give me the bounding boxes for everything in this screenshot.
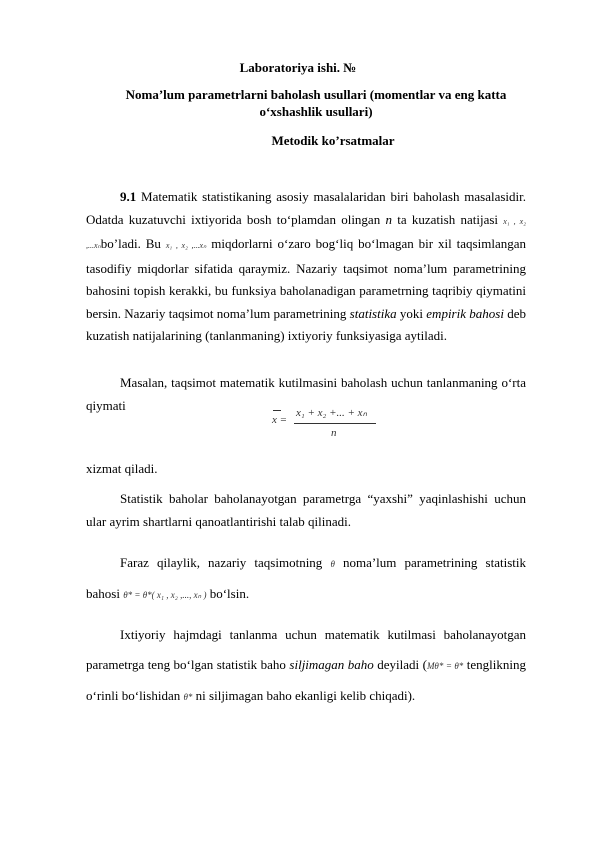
paragraph-example: Masalan, taqsimot matematik kutilmasini baholash uchun tanlanmaning o‘rta qiymati [86,375,526,413]
formula-sample-mean [272,404,392,444]
math-estimator: θ* = θ*( x₁ , x₂ ,..., xₙ ) [123,590,207,600]
paragraph-unbiased: Ixtiyoriy hajmdagi tanlanma uchun matematik kutilmasi baholanayotgan parametrga teng bo‘lgan statistik baho siljimagan baho deyiladi (Mθ* = θ* tenglikning o‘rinli bo‘lishidan θ* ni siljimagan baho ekanligi kelib chiqadi). [86,627,526,703]
section-number: 9.1 [120,189,137,204]
paragraph-requirements: Statistik baholar baholanayotgan parametrga “yaxshi” yaqinlashishi uchun ular ayrim shartlarni qanoatlantirishi talab qilinadi. [86,491,526,529]
lab-title: Laboratoriya ishi. № [239,60,357,75]
math-sample-values: x₁ , x₂ ,...xₙ [86,216,526,250]
math-theta: θ [330,559,335,569]
math-expectation: Mθ* = θ* [426,661,464,671]
paragraph-assume: Faraz qilaylik, nazariy taqsimotning θ noma’lum parametrining statistik bahosi θ* = θ*( x₁ , x₂ ,..., xₙ ) bo‘lsin. [86,555,526,601]
math-sample-values-2: x₁ , x₂ ,...xₙ [165,241,207,250]
paragraph-serves: xizmat qiladi. [86,461,158,476]
math-theta-star: θ* [183,692,193,702]
methodic-heading: Metodik ko’rsatmalar [271,133,395,148]
paragraph-9-1: 9.1 Matematik statistikaning asosiy masalalaridan biri baholash masalasidir. Odatda kuzatuvchi ixtiyorida bosh to‘plamdan olingan n ta kuzatish natijasi x₁ , x₂ ,...xₙbo’ladi. Bu x₁ , x₂ ,...xₙ miqdorlarni o‘zaro bog‘liq bo‘lmagan bir xil taqsimlangan tasodifiy miqdorlar sifatida qaraymiz. Nazariy taqsimot noma’lum parametrining bahosini topish kerakki, bu funksiya baholanadigan parametrning taqribiy qiymatini bersin. Nazariy taqsimot noma’lum parametrining statistika yoki empirik bahosi deb kuzatish natijalarining (tanlanmaning) ixtiyoriy funksiyasiga aytiladi. [86,189,526,343]
formula-lhs: x = [272,414,288,426]
subtitle: Noma’lum parametrlarni baholash usullari (momentlar va eng katta o‘xshashlik usullari) [125,87,507,119]
fraction-bar [294,423,376,424]
formula-denominator: n [331,427,337,439]
formula-numerator: x₁ + x₂ +... + xₙ [296,407,367,419]
